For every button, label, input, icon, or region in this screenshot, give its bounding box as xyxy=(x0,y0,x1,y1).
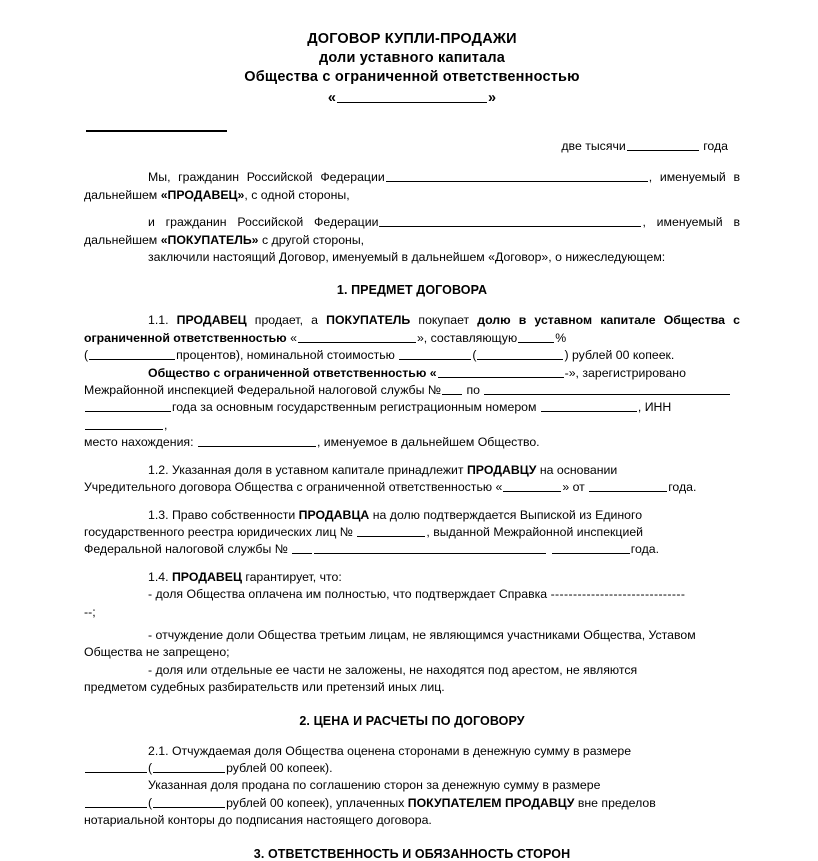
clause-2-1-p2-t2: ( xyxy=(148,795,153,810)
clause-2-1-p2-seller: ПРОДАВЦУ xyxy=(504,795,575,810)
buyer-trailing-text: , именуемый xyxy=(642,215,723,230)
clause-1-4-item-2-line-1: - отчуждение доли Общества третьим лицам, не являющимся участниками Общества, Уставом xyxy=(148,627,696,642)
clause-1-1-t10: года за основным государственным регистрационным номером xyxy=(172,400,537,415)
clause-2-1-t1: Отчуждаемая доля Общества оценена сторонами в денежную сумму в размере xyxy=(171,743,632,758)
clause-1-1-ogrn-line xyxy=(84,399,740,434)
clause-1-1-quote-close: », xyxy=(416,330,428,345)
clause-1-1-quote-open: « xyxy=(290,330,297,345)
clause-1-4-item-2-line-2: Общества не запрещено; xyxy=(84,645,230,660)
clause-2-1-p2-buyer: ПОКУПАТЕЛЕМ xyxy=(407,795,502,810)
clause-1-3-number: 1.3. xyxy=(148,507,169,522)
clause-1-2 xyxy=(84,462,740,479)
clause-1-2-t1: Указанная доля в уставном капитале принадлежит xyxy=(171,462,464,477)
clause-1-3-egrul-number-blank[interactable] xyxy=(357,525,425,537)
company-name-blank[interactable] xyxy=(337,91,487,103)
clause-1-1-t12: , xyxy=(164,417,168,432)
clause-1-1-t14: , именуемое в дальнейшем Общество. xyxy=(316,435,540,450)
clause-1-1-t6: ) рублей 00 копеек. xyxy=(564,348,675,363)
clause-1-2-company-blank[interactable] xyxy=(503,480,561,492)
conclusion-text: заключили настоящий Договор, именуемый в дальнейшем «Договор», о нижеследующем: xyxy=(148,250,666,265)
clause-1-1-company-blank[interactable] xyxy=(298,331,416,343)
clause-1-1-bold-share: долю в уставном капитале xyxy=(477,313,656,328)
clause-2-1-paragraph-2 xyxy=(84,777,740,794)
clause-2-1-p2-amount-words-blank[interactable] xyxy=(153,796,225,808)
clause-1-1-tax-office-line xyxy=(84,382,740,399)
seller-name-blank[interactable] xyxy=(386,170,648,182)
seller-trailing-text: , именуемый в xyxy=(648,170,741,185)
quote-open: « xyxy=(327,90,336,106)
date-prefix: две тысячи xyxy=(561,139,626,153)
date-line xyxy=(84,138,740,155)
title-line-3: Общества с ограниченной ответственностью xyxy=(244,69,580,85)
clause-1-1-t9: по xyxy=(466,383,480,398)
clause-2-1-amount-blank[interactable] xyxy=(85,761,147,773)
date-suffix: года xyxy=(703,139,728,153)
quote-close: » xyxy=(488,90,497,106)
section-1-heading: 1. ПРЕДМЕТ ДОГОВОРА xyxy=(336,283,488,298)
clause-1-1-t11: , ИНН xyxy=(637,400,672,415)
buyer-side-text: с другой стороны, xyxy=(261,232,365,247)
clause-1-2-number: 1.2. xyxy=(148,462,169,477)
clause-2-1-t2: ( xyxy=(148,760,153,775)
clause-2-1-p2-t4: вне пределов xyxy=(577,795,656,810)
clause-1-1-tax-office-region-blank[interactable] xyxy=(484,383,730,395)
clause-1-1-paren-open: ( xyxy=(84,348,89,363)
clause-1-3-t2: на долю подтверждается Выпиской из Единого xyxy=(372,507,643,522)
clause-2-1-number: 2.1. xyxy=(148,743,169,758)
clause-2-1-p2-t1: Указанная доля продана по соглашению сторон за денежную сумму в размере xyxy=(148,778,601,793)
preamble-seller xyxy=(84,169,740,204)
clause-1-3-t5: Федеральной налоговой службы № xyxy=(84,542,288,557)
clause-1-4-intro-text: гарантирует, что: xyxy=(245,569,342,584)
preamble-buyer xyxy=(84,214,740,249)
seller-cont-text: дальнейшем xyxy=(84,187,158,202)
clause-1-3-line2 xyxy=(84,524,740,541)
clause-2-1-amount-words-blank[interactable] xyxy=(153,761,225,773)
section-2-heading: 2. ЦЕНА И РАСЧЕТЫ ПО ДОГОВОРУ xyxy=(299,713,525,728)
clause-1-3-t4: , выданной Межрайонной инспекцией xyxy=(426,524,644,539)
clause-1-3-date-blank[interactable] xyxy=(552,542,630,554)
clause-1-2-seller-dative: ПРОДАВЦУ xyxy=(466,462,537,477)
clause-1-4-reference-rule: ------------------------------ xyxy=(550,587,686,602)
clause-1-1-address-blank[interactable] xyxy=(198,435,316,447)
clause-1-1-number: 1.1. xyxy=(148,313,169,328)
clause-1-1-t1: продает, а xyxy=(254,313,318,328)
clause-2-1-amount-line xyxy=(84,760,740,777)
clause-1-1-t5: ( xyxy=(472,348,477,363)
document-title xyxy=(84,30,740,87)
place-blank-rule[interactable] xyxy=(86,118,227,132)
clause-1-1-dash-close: -», xyxy=(564,365,579,380)
clause-1-3-t3: государственного реестра юридических лиц № xyxy=(84,524,353,539)
clause-1-1-t8: Межрайонной инспекцией Федеральной налоговой службы № xyxy=(84,383,442,398)
clause-1-1-inn-blank[interactable] xyxy=(85,418,163,430)
clause-1-1-registration xyxy=(84,365,740,382)
seller-term: «ПРОДАВЕЦ» xyxy=(160,187,245,202)
clause-1-4-item-3 xyxy=(84,662,740,679)
clause-1-1-llc-bold-2: Общество с ограниченной ответственностью « xyxy=(148,365,437,380)
clause-1-1-percent-blank[interactable] xyxy=(518,331,554,343)
clause-1-1-ogrn-blank[interactable] xyxy=(541,400,637,412)
clause-1-1-t4: процентов), номинальной стоимостью xyxy=(176,348,395,363)
clause-1-2-t2: на основании xyxy=(539,462,618,477)
clause-1-2-t4: » от xyxy=(562,480,585,495)
clause-1-1-t3: составляющую xyxy=(430,330,518,345)
clause-1-1-percent-sign: % xyxy=(555,330,567,345)
clause-1-1-t7: зарегистрировано xyxy=(582,365,686,380)
clause-1-4-number: 1.4. xyxy=(148,569,169,584)
clause-1-1-registration-date-blank[interactable] xyxy=(85,400,171,412)
seller-intro-text: Мы, гражданин Российской Федерации xyxy=(148,170,385,185)
clause-1-3-seller-genitive: ПРОДАВЦА xyxy=(298,507,370,522)
clause-1-2-date-blank[interactable] xyxy=(589,480,667,492)
preamble-conclusion xyxy=(84,249,740,266)
clause-1-3-office-name-blank[interactable] xyxy=(314,542,546,554)
clause-2-1-p2-t3: рублей 00 копеек), уплаченных xyxy=(226,795,405,810)
buyer-name-blank[interactable] xyxy=(379,215,641,227)
section-3-heading: 3. ОТВЕТСТВЕННОСТЬ И ОБЯЗАННОСТЬ СТОРОН xyxy=(253,846,571,861)
clause-1-4-intro xyxy=(84,569,740,586)
clause-1-4-item-3-line-1: - доля или отдельные ее части не заложены, не находятся под арестом, не являются xyxy=(148,662,638,677)
clause-1-3-office-number-blank[interactable] xyxy=(292,542,312,554)
clause-1-1-t2: покупает xyxy=(418,313,470,328)
clause-1-1-bold-llc: Общества с ограниченной ответственностью xyxy=(84,313,740,345)
clause-1-3-t6: года. xyxy=(630,542,659,557)
clause-2-1 xyxy=(84,743,740,760)
clause-1-4-item-2 xyxy=(84,627,740,644)
clause-1-1-line3 xyxy=(84,347,740,364)
buyer-intro-text: и гражданин Российской Федерации xyxy=(148,215,379,230)
year-blank[interactable] xyxy=(627,139,699,151)
buyer-term: «ПОКУПАТЕЛЬ» xyxy=(160,232,259,247)
clause-1-1-company-blank-2[interactable] xyxy=(438,366,564,378)
clause-1-1-nominal-words-blank[interactable] xyxy=(477,348,563,360)
clause-1-3-line3 xyxy=(84,541,740,558)
clause-1-1-address-line xyxy=(84,434,740,451)
buyer-cont-text: в дальнейшем xyxy=(84,215,740,247)
clause-2-1-t3: рублей 00 копеек). xyxy=(226,760,333,775)
clause-1-1 xyxy=(84,312,740,347)
clause-1-2-line2 xyxy=(84,479,740,496)
clause-1-4-item-3-line-2: предметом судебных разбирательств или претензий иных лиц. xyxy=(84,680,445,695)
clause-1-1-tax-office-number-blank[interactable] xyxy=(442,383,462,395)
clause-1-1-seller: ПРОДАВЕЦ xyxy=(176,313,247,328)
clause-1-4-item-1 xyxy=(84,586,740,603)
clause-2-1-p2-line3: нотариальной конторы до подписания настоящего договора. xyxy=(84,813,432,828)
clause-2-1-p2-amount-line xyxy=(84,795,740,812)
clause-1-1-nominal-value-blank[interactable] xyxy=(399,348,471,360)
clause-2-1-p2-amount-blank[interactable] xyxy=(85,796,147,808)
clause-1-1-t13: место нахождения: xyxy=(84,435,194,450)
clause-1-3-t1: Право собственности xyxy=(171,507,296,522)
title-line-1: ДОГОВОР КУПЛИ-ПРОДАЖИ xyxy=(307,31,517,47)
clause-1-4-item-1-tail: --; xyxy=(84,604,96,619)
clause-1-3 xyxy=(84,507,740,524)
clause-1-4-item-1-text: - доля Общества оплачена им полностью, что подтверждает Справка xyxy=(148,587,548,602)
title-line-2: доли уставного капитала xyxy=(318,50,506,66)
title-company-name-field[interactable] xyxy=(84,88,740,108)
seller-side-text: , с одной стороны, xyxy=(244,187,350,202)
clause-1-1-buyer: ПОКУПАТЕЛЬ xyxy=(326,313,411,328)
clause-1-2-t5: года. xyxy=(668,480,697,495)
clause-1-1-percent-words-blank[interactable] xyxy=(89,348,175,360)
clause-1-2-t3: Учредительного договора Общества с ограниченной ответственностью « xyxy=(84,480,503,495)
clause-1-4-seller: ПРОДАВЕЦ xyxy=(171,569,242,584)
